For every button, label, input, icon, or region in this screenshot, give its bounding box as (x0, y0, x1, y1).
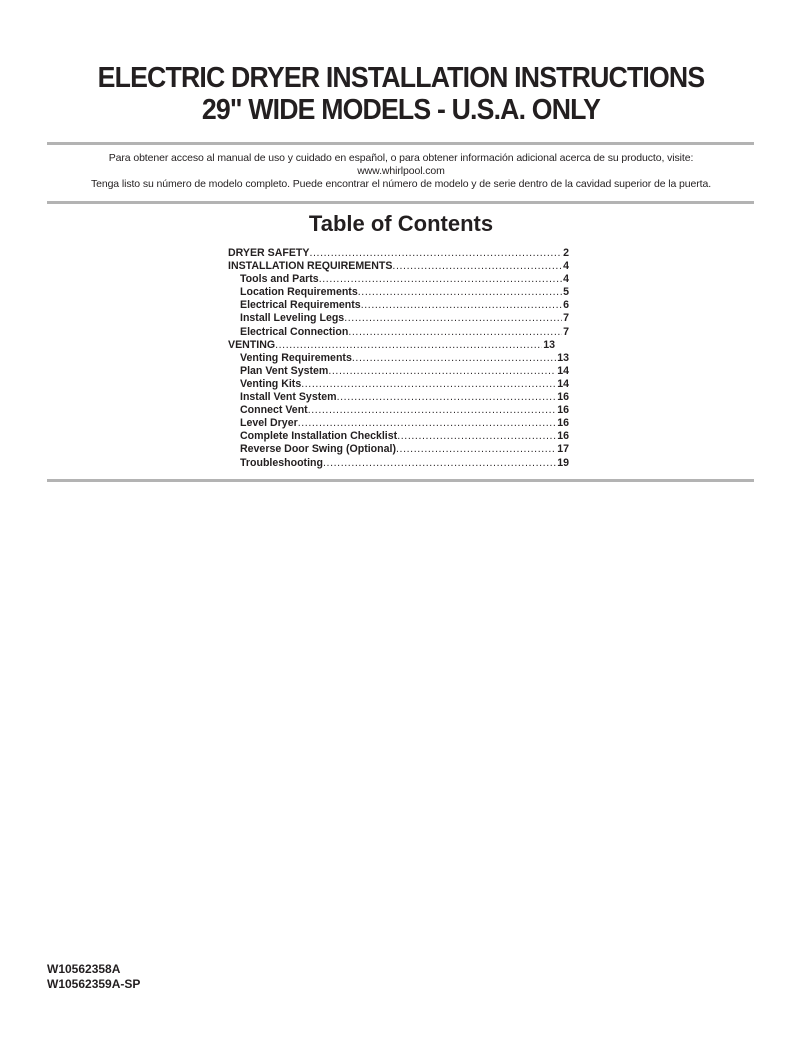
dot-leader (396, 443, 556, 456)
dot-leader (352, 352, 556, 365)
toc-entry-location-requirements[interactable]: Location Requirements ..... 5 (228, 286, 569, 299)
divider-middle (47, 201, 754, 204)
toc-entry-complete-installation-checklist[interactable]: Complete Installation Checklist ..... 16 (228, 430, 569, 443)
toc-entry-venting-kits[interactable]: Venting Kits ..... 14 (228, 378, 569, 391)
intro-url: www.whirlpool.com (357, 165, 445, 177)
spanish-intro (0, 152, 802, 191)
divider-top (47, 142, 754, 145)
table-of-contents (228, 247, 569, 470)
toc-entry-installation-requirements[interactable]: INSTALLATION REQUIREMENTS ..... 4 (228, 260, 569, 273)
document-numbers (47, 962, 140, 992)
doc-number-english: W10562358A (47, 962, 121, 976)
toc-heading: Table of Contents (308, 211, 494, 236)
dot-leader (323, 457, 556, 470)
toc-entry-level-dryer[interactable]: Level Dryer ..... 16 (228, 417, 569, 430)
toc-entry-install-leveling-legs[interactable]: Install Leveling Legs ..... 7 (228, 312, 569, 325)
dot-leader (361, 299, 562, 312)
toc-entry-electrical-connection[interactable]: Electrical Connection ..... 7 (228, 326, 569, 339)
document-title-line-2: 29" WIDE MODELS - U.S.A. ONLY (201, 94, 601, 126)
document-title-line-1: ELECTRIC DRYER INSTALLATION INSTRUCTIONS (97, 62, 705, 94)
dot-leader (319, 273, 562, 286)
intro-line-3: Tenga listo su número de modelo completo. Puede encontrar el número de modelo y de serie dentro de la cavidad superior de la puerta. (90, 178, 712, 190)
dot-leader (275, 339, 542, 352)
toc-entry-reverse-door-swing[interactable]: Reverse Door Swing (Optional) ..... 17 (228, 443, 569, 456)
toc-entry-troubleshooting[interactable]: Troubleshooting ..... 19 (228, 457, 569, 470)
intro-line-1: Para obtener acceso al manual de uso y cuidado en español, o para obtener información adicional acerca de su producto, visite: (108, 152, 694, 164)
dot-leader (309, 247, 562, 260)
toc-entry-dryer-safety[interactable]: DRYER SAFETY ..... 2 (228, 247, 569, 260)
toc-entry-venting-requirements[interactable]: Venting Requirements ..... 13 (228, 352, 569, 365)
dot-leader (392, 260, 562, 273)
toc-entry-plan-vent-system[interactable]: Plan Vent System ..... 14 (228, 365, 569, 378)
dot-leader (344, 312, 562, 325)
toc-entry-tools-and-parts[interactable]: Tools and Parts ..... 4 (228, 273, 569, 286)
dot-leader (308, 404, 557, 417)
dot-leader (328, 365, 556, 378)
dot-leader (348, 326, 562, 339)
dot-leader (301, 378, 556, 391)
divider-bottom (47, 479, 754, 482)
toc-entry-install-vent-system[interactable]: Install Vent System ..... 16 (228, 391, 569, 404)
toc-entry-connect-vent[interactable]: Connect Vent ..... 16 (228, 404, 569, 417)
dot-leader (397, 430, 556, 443)
dot-leader (337, 391, 557, 404)
dot-leader (298, 417, 556, 430)
toc-entry-venting[interactable]: VENTING ..... 13 (228, 339, 555, 352)
toc-entry-electrical-requirements[interactable]: Electrical Requirements ..... 6 (228, 299, 569, 312)
dot-leader (358, 286, 562, 299)
doc-number-spanish: W10562359A-SP (47, 977, 141, 991)
